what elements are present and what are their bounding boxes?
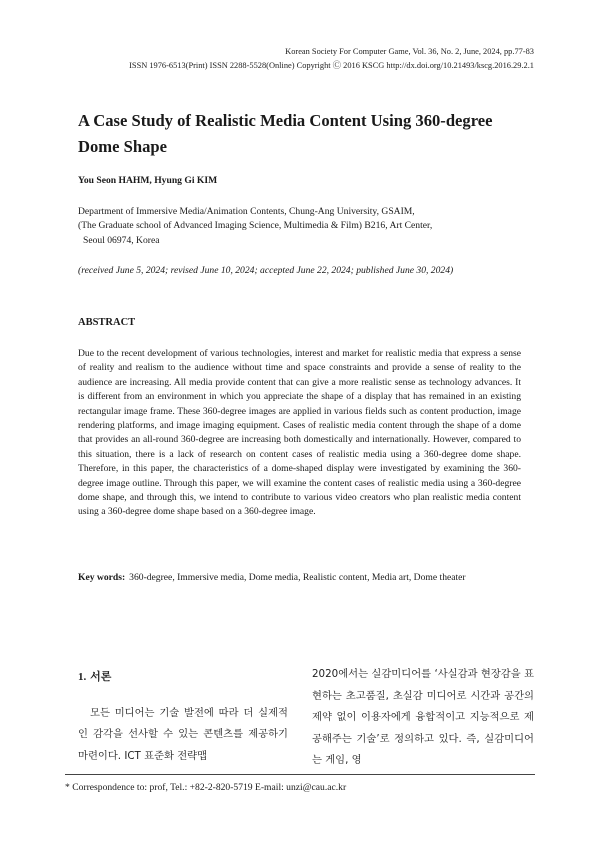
section-heading [78,666,288,689]
footnote-divider [65,774,535,775]
paper-title: A Case Study of Realistic Media Content Using 360-degree Dome Shape [78,111,493,156]
keywords-label: Key words: [78,572,126,583]
body-paragraph: 모든 미디어는 기술 발전에 따라 더 실제적인 감각을 선사할 수 있는 콘텐츠를 제공하기 마련이다. ICT 표준화 전략맵 [78,706,288,762]
body-paragraph: 2020에서는 실감미디어를 ‘사실감과 현장감을 표현하는 초고품질, 초실감 미디어로 시간과 공간의 제약 없이 이용자에게 융합적이고 지능적으로 제공해주는 기술’로 정의하고 있다. 즉, 실감미디어는 게임, 영 [312,668,534,766]
abstract-body: Due to the recent development of various technologies, interest and market for realistic media that express a sense of reality and realism to the audience without time and space constraints and provide a sense of reality to the audience are increasing. All media provide content that can give a more realistic sense as technology advances. It is different from an environment in which you appreciate the shape of a display that has remained in an existing rectangular image frame. These 360-degree images are applied in various fields such as content production, image rendering platforms, and image imaging equipment. Cases of realistic media content through the shape of a dome that provides an all-round 360-degree are increasing both domestically and internationally. However, compared to this situation, there is a lack of research on content cases of realistic media using a 360-degree dome shape. Therefore, in this paper, the characteristics of a dome-shaped display were investigated by examining the 360-degree image outline. Through this paper, we will examine the content cases of realistic media using a 360-degree dome shape, and through this, we intend to contribute to various video creators who plan realistic media content using a 360-degree dome shape based on a 360-degree image. [78,348,521,518]
affiliation [78,205,538,248]
journal-citation: Korean Society For Computer Game, Vol. 36, No. 2, June, 2024, pp.77-83 [285,47,534,56]
body-column-right [312,664,534,772]
section-number: 1. [78,671,87,683]
publication-dates: (received June 5, 2024; revised June 10, 2024; accepted June 22, 2024; published June 30, 2024) [78,265,454,276]
keywords-text: 360-degree, Immersive media, Dome media, Realistic content, Media art, Dome theater [129,572,466,583]
journal-issn-doi: ISSN 1976-6513(Print) ISSN 2288-5528(Online) Copyright Ⓒ 2016 KSCG http://dx.doi.org/10.21493/kscg.2016.29.2.1 [129,60,534,70]
section-title: 서론 [90,670,112,683]
correspondence-footnote: * Correspondence to: prof, Tel.: +82-2-820-5719 E-mail: unzi@cau.ac.kr [65,782,347,793]
author-list: You Seon HAHM, Hyung Gi KIM [78,175,218,186]
journal-header [129,45,534,72]
abstract-heading: ABSTRACT [78,317,136,328]
body-column-left [78,666,288,767]
affiliation-line: Seoul 06974, Korea [83,234,160,246]
affiliation-line: (The Graduate school of Advanced Imaging Science, Multimedia & Film) B216, Art Center, [78,220,433,232]
keywords [78,570,523,585]
affiliation-line: Department of Immersive Media/Animation Contents, Chung-Ang University, GSAIM, [78,206,415,217]
